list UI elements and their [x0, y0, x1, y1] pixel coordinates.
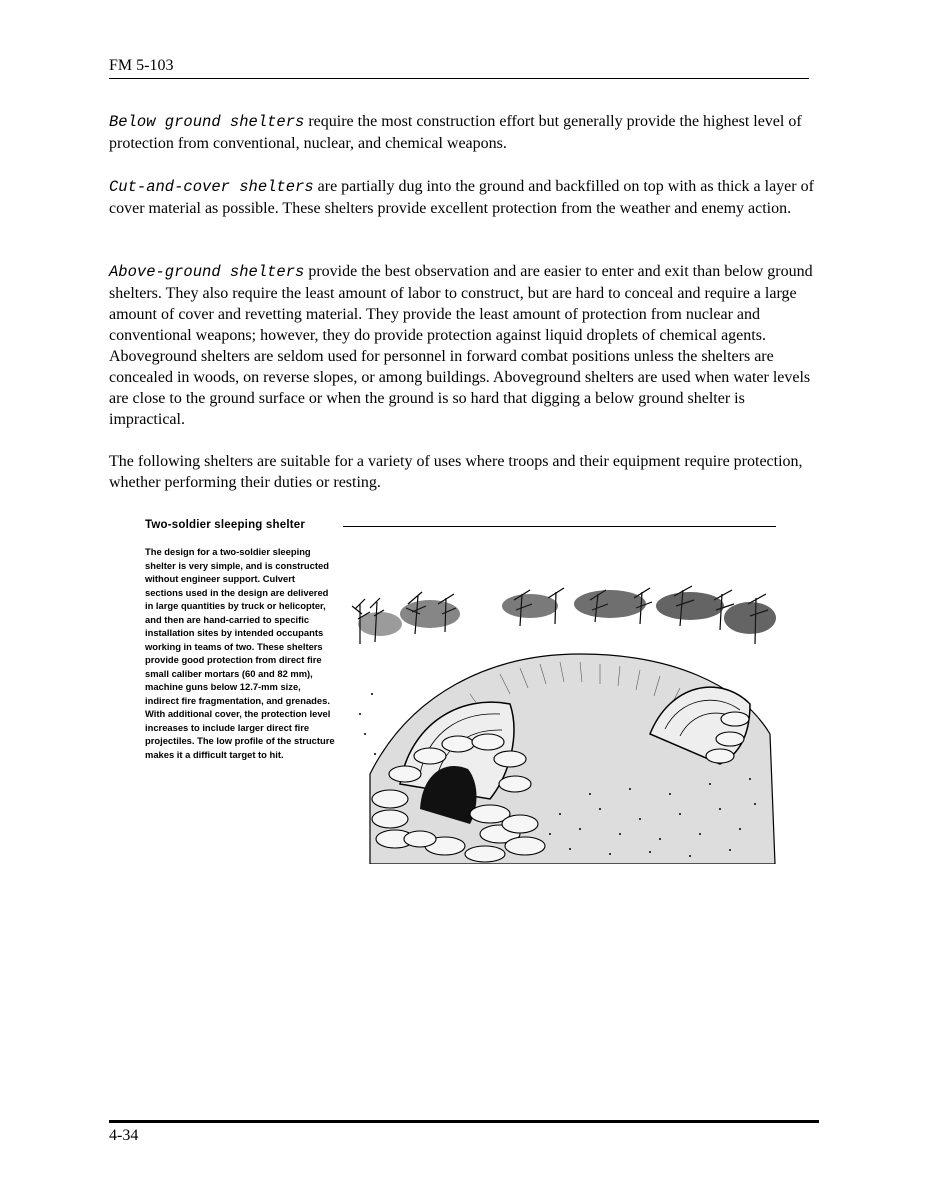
paragraph-shelter-intro: The following shelters are suitable for a variety of uses where troops and their equipment require protection, whether performing their duties or resting.: [109, 453, 803, 491]
paragraph-text: require the most construction effort but generally provide the highest level of protection from conventional, nuclear, and chemical weapons.: [109, 113, 802, 152]
paragraph-cut-and-cover: [109, 176, 821, 219]
running-header: FM 5-103: [109, 56, 809, 79]
figure-title: Two-soldier sleeping shelter: [145, 519, 306, 531]
figure-title-rule: [343, 526, 776, 527]
term-cut-and-cover: Cut-and-cover shelters: [109, 178, 314, 196]
footer-rule: [109, 1120, 819, 1123]
paragraph-above-ground: [109, 261, 821, 430]
foliage-image: [358, 590, 776, 636]
figure-caption: The design for a two-soldier sleeping shelter is very simple, and is constructed without engineer support. Culvert sections used in the design are delivered in large quantities by truck or helicopter, and then are hand-carried to specific installation sites by intended occupants working in teams of two. These shelters provide good protection from direct fire small caliber mortars (60 and 82 mm), machine guns below 12.7-mm size, indirect fire fragmentation, and grenades. With additional cover, the protection level increases to include larger direct fire projectiles. The low profile of the structure makes it a difficult target to hit.: [145, 546, 335, 760]
paragraph-text: provide the best observation and are easier to enter and exit than below ground shelters. They also require the least amount of labor to construct, but are hard to conceal and require a large amount of cover and revetting material. They provide the least amount of protection from nuclear and conventional weapons; however, they do provide protection against liquid droplets of chemical agents. Aboveground shelters are seldom used for personnel in forward combat positions unless the shelters are concealed in woods, on reverse slopes, or among buildings. Aboveground shelters are used when water levels are close to the ground surface or when the ground is so hard that digging a below ground shelter is impractical.: [109, 263, 813, 428]
term-below-ground: Below ground shelters: [109, 113, 305, 131]
term-above-ground: Above-ground shelters: [109, 263, 305, 281]
culvert-shelter-illustration: [350, 584, 780, 864]
page-number: 4-34: [109, 1127, 139, 1144]
paragraph-below-ground: [109, 111, 821, 154]
paragraph-text: are partially dug into the ground and backfilled on top with as thick a layer of cover material as possible. These shelters provide excellent protection from the weather and enemy action.: [109, 178, 814, 217]
